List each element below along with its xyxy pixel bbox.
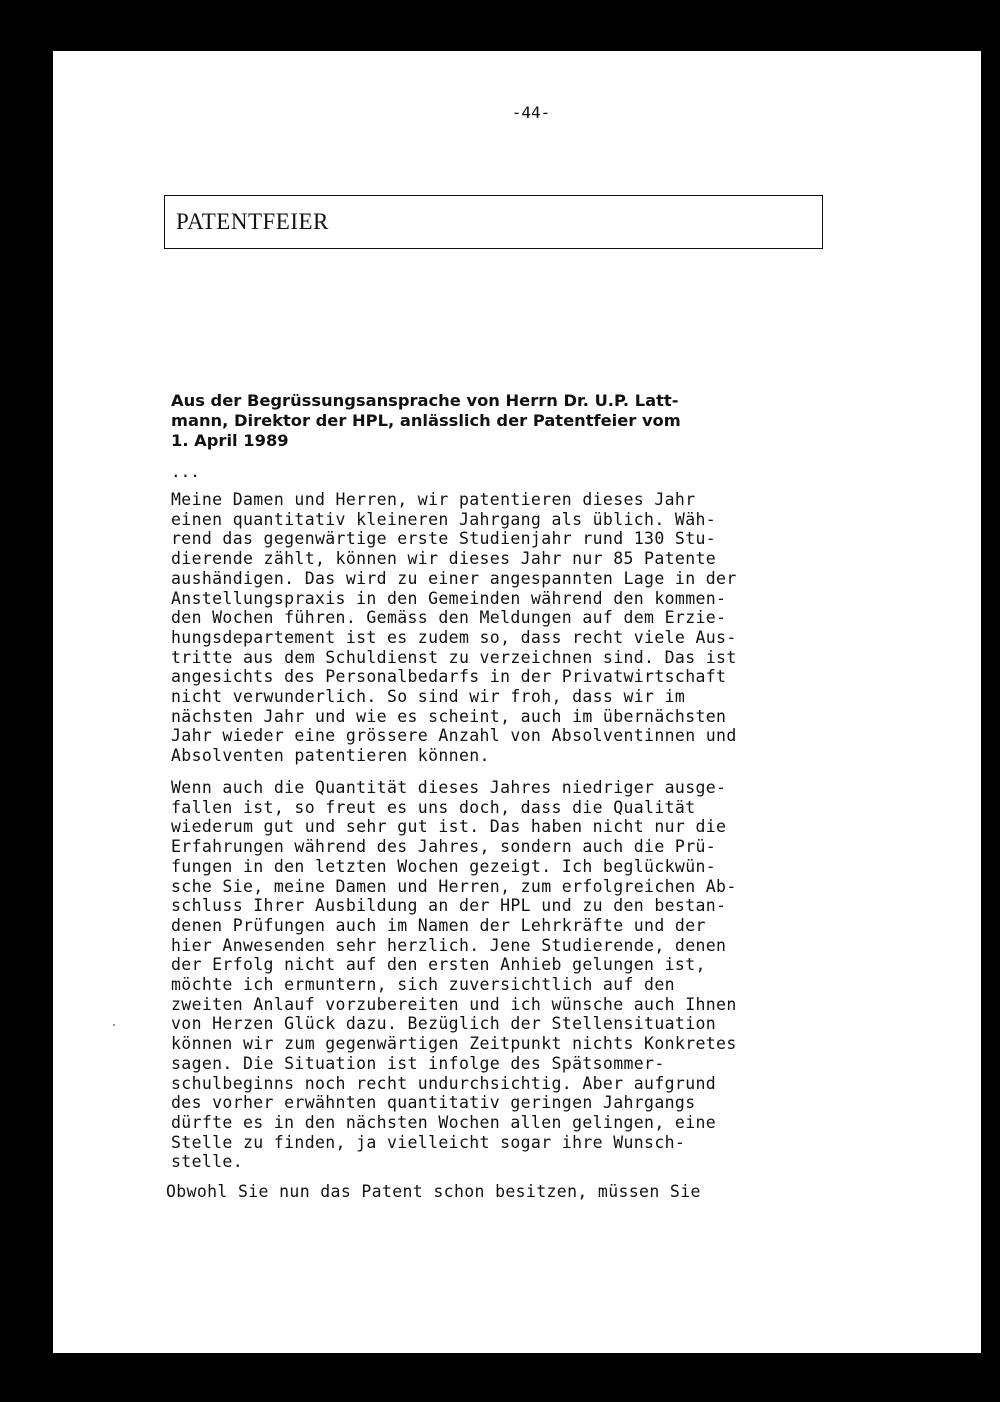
text-line: nicht verwunderlich. So sind wir froh, dass wir im	[171, 687, 686, 707]
text-line: wiederum gut und sehr gut ist. Das haben nicht nur die	[171, 817, 727, 837]
text-line: schulbeginns noch recht undurchsichtig. Aber aufgrund	[171, 1073, 717, 1093]
text-line: des vorher erwähnten quantitativ geringen Jahrgangs	[171, 1093, 696, 1113]
document-page	[53, 51, 981, 1353]
intro-line: mann, Direktor der HPL, anlässlich der Patentfeier vom	[171, 411, 681, 430]
text-line: Anstellungspraxis in den Gemeinden während den kommen-	[171, 588, 727, 608]
text-line: dierende zählt, können wir dieses Jahr nur 85 Patente	[171, 549, 717, 569]
paragraph-3	[166, 1182, 836, 1202]
text-line: Obwohl Sie nun das Patent schon besitzen, müssen Sie	[166, 1182, 701, 1201]
page-number: -44-	[511, 103, 551, 122]
text-line: Stelle zu finden, ja vielleicht sogar ihre Wunsch-	[171, 1132, 686, 1152]
title-box	[164, 195, 823, 249]
text-line: Jahr wieder eine grössere Anzahl von Absolventinnen und	[171, 726, 737, 746]
text-line: tritte aus dem Schuldienst zu verzeichnen sind. Das ist	[171, 647, 737, 667]
text-line: Wenn auch die Quantität dieses Jahres niedriger ausge-	[171, 778, 727, 797]
text-line: angesichts des Personalbedarfs in der Privatwirtschaft	[171, 667, 727, 687]
text-line: fungen in den letzten Wochen gezeigt. Ich beglückwün-	[171, 856, 717, 876]
page-title: PATENTFEIER	[176, 209, 329, 234]
text-line: zweiten Anlauf vorzubereiten und ich wünsche auch Ihnen	[171, 994, 737, 1014]
text-line: hungsdepartement ist es zudem so, dass recht viele Aus-	[171, 627, 737, 647]
paragraph-1	[171, 490, 841, 766]
intro-heading	[171, 391, 836, 451]
text-line: dürfte es in den nächsten Wochen allen gelingen, eine	[171, 1112, 717, 1132]
text-line: der Erfolg nicht auf den ersten Anhieb gelungen ist,	[171, 955, 706, 975]
text-line: den Wochen führen. Gemäss den Meldungen auf dem Erzie-	[171, 608, 727, 628]
text-line: sagen. Die Situation ist infolge des Spätsommer-	[171, 1053, 665, 1073]
text-line: hier Anwesenden sehr herzlich. Jene Studierende, denen	[171, 935, 727, 955]
paragraph-2	[171, 778, 841, 1172]
text-line: rend das gegenwärtige erste Studienjahr rund 130 Stu-	[171, 529, 717, 549]
text-line: stelle.	[171, 1152, 243, 1172]
text-line: sche Sie, meine Damen und Herren, zum erfolgreichen Ab-	[171, 876, 737, 896]
text-line: einen quantitativ kleineren Jahrgang als üblich. Wäh-	[171, 509, 717, 529]
text-line: aushändigen. Das wird zu einer angespannten Lage in der	[171, 568, 737, 588]
text-line: denen Prüfungen auch im Namen der Lehrkräfte und der	[171, 915, 706, 935]
text-line: Erfahrungen während des Jahres, sondern auch die Prü-	[171, 837, 717, 857]
intro-line: 1. April 1989	[171, 431, 289, 450]
text-line: Absolventen patentieren können.	[171, 746, 490, 766]
text-line: können wir zum gegenwärtigen Zeitpunkt nichts Konkretes	[171, 1034, 737, 1054]
text-line: fallen ist, so freut es uns doch, dass die Qualität	[171, 797, 696, 817]
text-line: Meine Damen und Herren, wir patentieren dieses Jahr	[171, 490, 696, 509]
ellipsis: ...	[171, 462, 200, 481]
intro-line: Aus der Begrüssungsansprache von Herrn Dr. U.P. Latt-	[171, 391, 679, 410]
text-line: möchte ich ermuntern, sich zuversichtlich auf den	[171, 975, 675, 995]
text-line: schluss Ihrer Ausbildung an der HPL und zu den bestan-	[171, 896, 727, 916]
text-line: von Herzen Glück dazu. Bezüglich der Stellensituation	[171, 1014, 717, 1034]
scan-speck	[113, 1024, 115, 1026]
text-line: nächsten Jahr und wie es scheint, auch im übernächsten	[171, 706, 727, 726]
